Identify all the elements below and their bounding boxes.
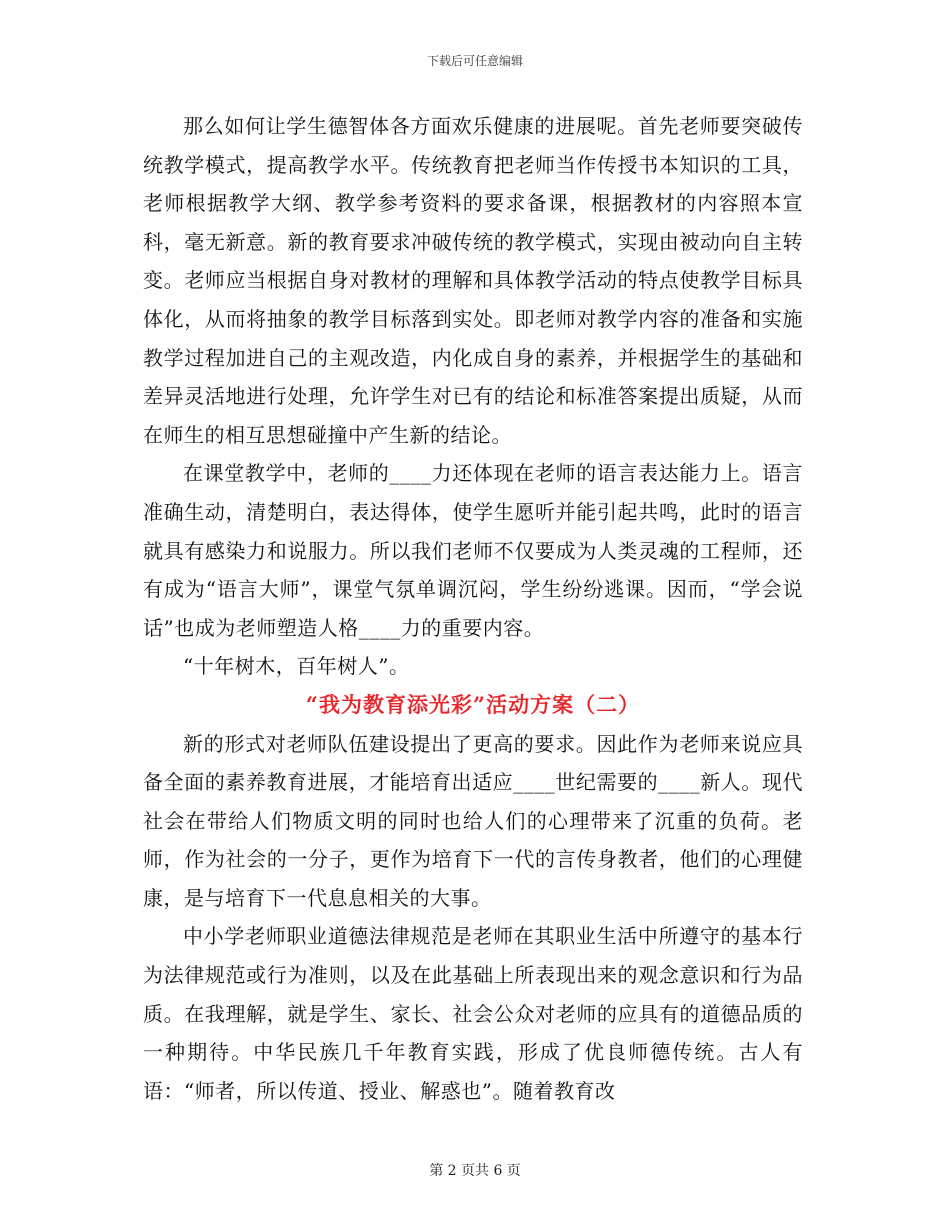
page-footer: 第 2 页共 6 页: [429, 1163, 521, 1179]
document-body: [143, 107, 803, 1110]
page-header: 下载后可任意编辑: [426, 54, 523, 68]
paragraph-3: “十年树木，百年树人”。: [183, 654, 410, 679]
paragraph-1: 那么如何让学生德智体各方面欢乐健康的进展呢。首先老师要突破传统教学模式，提高教学水平。传统教育把老师当作传授书本知识的工具，老师根据教学大纲、教学参考资料的要求备课，根据教材的内容照本宣科，毫无新意。新的教育要求冲破传统的教学模式，实现由被动向自主转变。老师应当根据自身对教材的理解和具体教学活动的特点使教学目标具体化，从而将抽象的教学目标落到实处。即老师对教学内容的准备和实施教学过程加进自己的主观改造，内化成自身的素养，并根据学生的基础和差异灵活地进行处理，允许学生对已有的结论和标准答案提出质疑，从而在师生的相互思想碰撞中产生新的结论。: [143, 114, 803, 447]
paragraph-5: 中小学老师职业道德法律规范是老师在其职业生活中所遵守的基本行为法律规范或行为准则，以及在此基础上所表现出来的观念意识和行为品质。在我理解，就是学生、家长、社会公众对老师的应具有的道德品质的一种期待。中华民族几千年教育实践，形成了优良师德传统。古人有语：“师者，所以传道、授业、解惑也”。随着教育改: [143, 924, 803, 1103]
paragraph-4: 新的形式对老师队伍建设提出了更高的要求。因此作为老师来说应具备全面的素养教育进展，才能培育出适应____世纪需要的____新人。现代社会在带给人们物质文明的同时也给人们的心理带来了沉重的负荷。老师，作为社会的一分子，更作为培育下一代的言传身教者，他们的心理健康，是与培育下一代息息相关的大事。: [143, 731, 803, 910]
section-title: “我为教育添光彩”活动方案（二）: [305, 691, 641, 717]
paragraph-2: 在课堂教学中，老师的____力还体现在老师的语言表达能力上。语言准确生动，清楚明白，表达得体，使学生愿听并能引起共鸣，此时的语言就具有感染力和说服力。所以我们老师不仅要成为人类灵魂的工程师，还有成为“语言大师”，课堂气氛单调沉闷，学生纷纷逃课。因而，“学会说话”也成为老师塑造人格____力的重要内容。: [143, 461, 803, 640]
